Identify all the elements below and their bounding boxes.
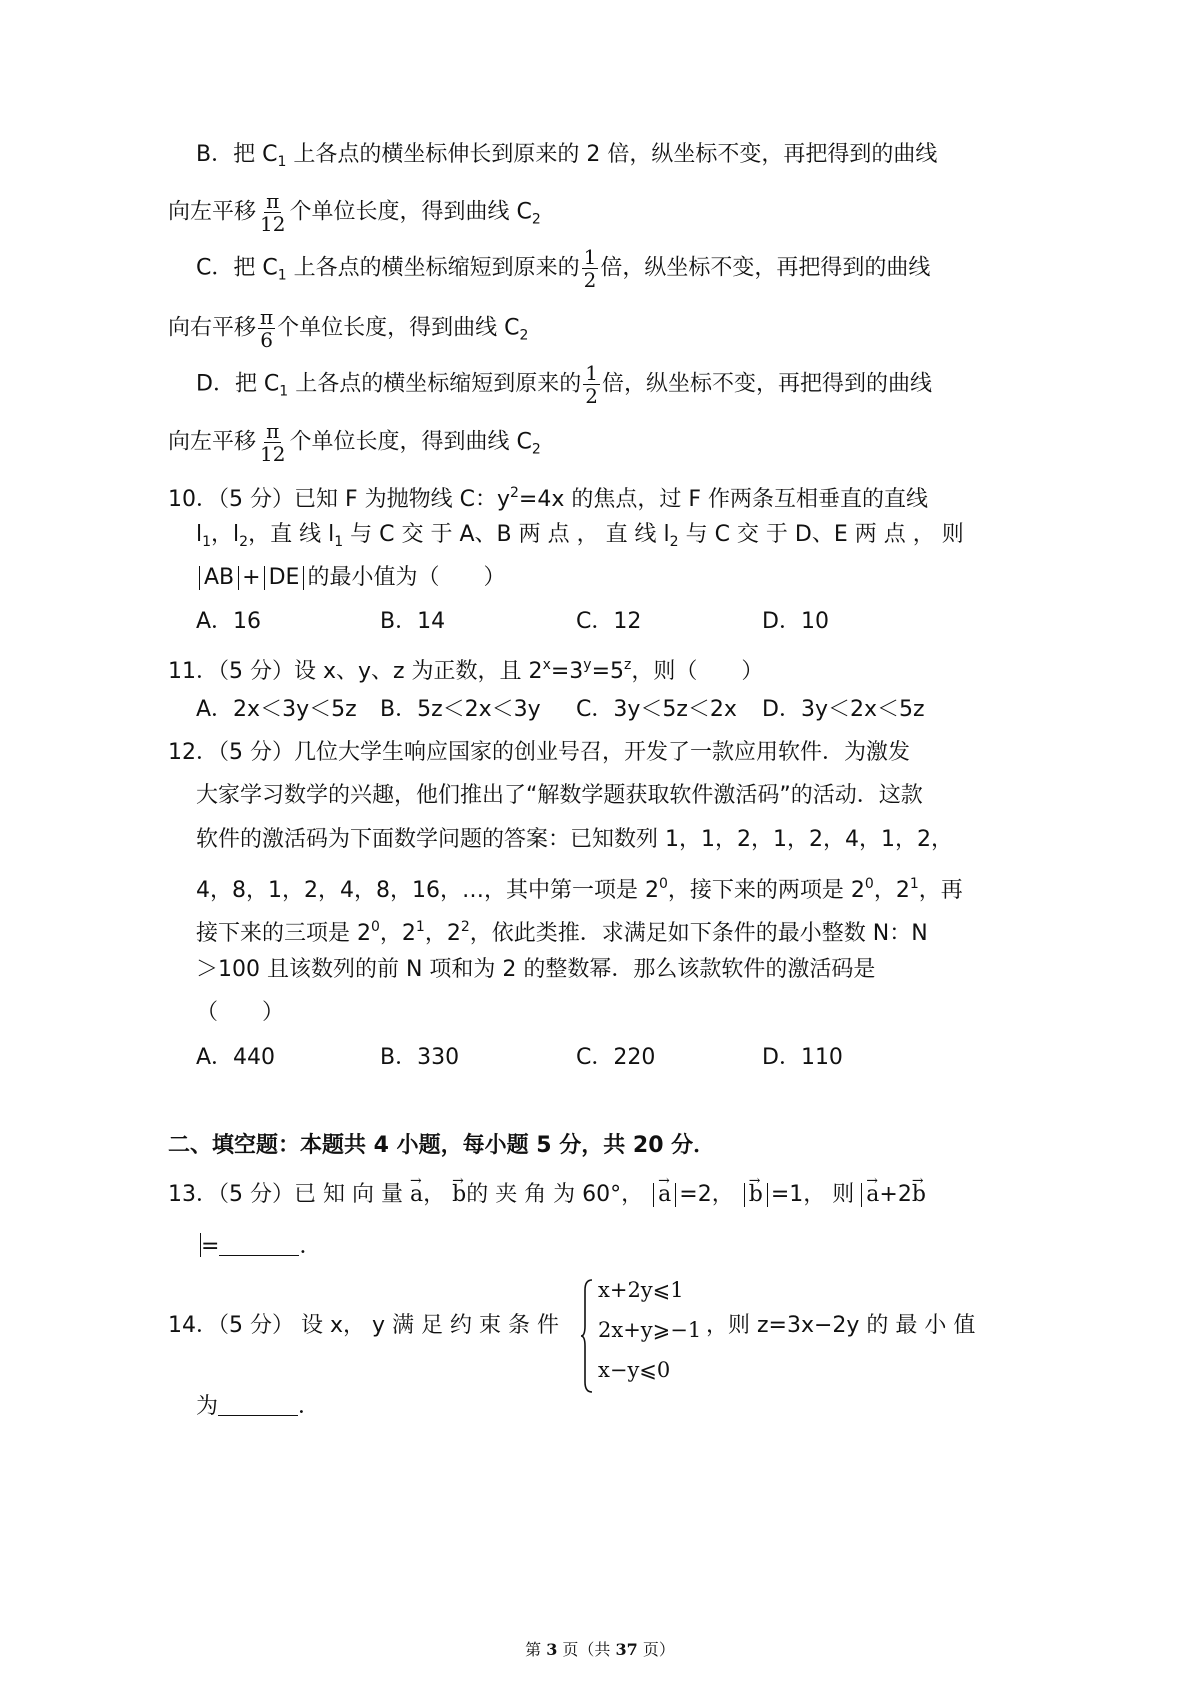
fraction-one-half: $\frac{1}{2}$ <box>583 245 597 292</box>
q11-option-b: B．5z＜2x＜3y <box>380 697 541 722</box>
constraint-1: x+2y⩽1 <box>598 1278 684 1302</box>
q11-option-a: A．2x＜3y＜5z <box>196 697 357 722</box>
q9-option-b-line2: 向左平移 $\frac{\pi}{12}$ 个单位长度，得到曲线 $C_2$ <box>168 189 541 236</box>
q9-option-c-line1: C．把 $C_1$ 上各点的横坐标缩短到原来的 $\frac{1}{2}$ 倍，纵坐标不变，再把得到的曲线 <box>196 245 931 292</box>
q14-stem-line1a: 14．（5 分） 设 x， y 满 足 约 束 条 件 <box>168 1313 559 1338</box>
q13-stem-line1: 13．（5 分）已 知 向 量 → a， → b的 夹 角 为 60°， → a =2， → b =1， 则 → a+2→ b <box>168 1180 926 1210</box>
q12-option-b: B．330 <box>380 1045 460 1070</box>
q12-option-c: C．220 <box>576 1045 656 1070</box>
section-heading: 二、填空题：本题共 4 小题，每小题 5 分，共 20 分． <box>168 1133 716 1158</box>
q9-option-b-line1: B．把 $C_1$ 上各点的横坐标伸长到原来的 2 倍，纵坐标不变，再把得到的曲线 <box>196 142 938 170</box>
abs-sum-open: → a+2→ b <box>861 1183 926 1207</box>
q9-option-d-line1: D．把 $C_1$ 上各点的横坐标缩短到原来的 $\frac{1}{2}$ 倍，纵坐标不变，再把得到的曲线 <box>196 361 932 408</box>
q13-stem-line2: = ． <box>196 1232 321 1262</box>
constraint-2: 2x+y⩾−1 <box>598 1318 702 1342</box>
q11-stem: 11．（5 分）设 x、y、z 为正数，且 $2^x=3^y=5^z$，则（ ） <box>168 657 764 684</box>
q11-option-c: C．3y＜5z＜2x <box>576 697 737 722</box>
q10-option-c: C．12 <box>576 609 642 634</box>
q12-option-a: A．440 <box>196 1045 276 1070</box>
abs-vector-a: → a <box>653 1183 676 1207</box>
vector-b: → b <box>452 1180 466 1210</box>
q9-option-c-line2: 向右平移 $\frac{\pi}{6}$ 个单位长度，得到曲线 $C_2$ <box>168 305 529 352</box>
q12-stem-line1: 12．（5 分）几位大学生响应国家的创业号召，开发了一款应用软件．为激发 <box>168 740 910 765</box>
answer-blank <box>218 1393 298 1416</box>
q12-stem-line5: 接下来的三项是 $2^0$，$2^1$，$2^2$，依此类推．求满足如下条件的最小整数 N：N <box>196 919 928 946</box>
q14-stem-line2: 为 ． <box>196 1394 321 1419</box>
page-footer: 第 3 页（共 37 页） <box>525 1640 675 1659</box>
q12-stem-line7: （ ） <box>196 1000 285 1025</box>
q10-option-b: B．14 <box>380 609 446 634</box>
q10-stem-line1: 10．（5 分）已知 F 为抛物线 C：$y^2=4x$ 的焦点，过 F 作两条互相垂直的直线 <box>168 485 929 512</box>
abs-de: DE <box>264 566 305 590</box>
q12-stem-line2: 大家学习数学的兴趣，他们推出了“解数学题获取软件激活码”的活动．这款 <box>196 783 923 808</box>
abs-vector-b: → b <box>744 1183 768 1207</box>
fraction-pi-12: $\frac{\pi}{12}$ <box>260 189 286 236</box>
q10-stem-line2: $l_1$，$l_2$，直 线 $l_1$ 与 C 交 于 A、B 两 点 ， 直 线 $l_2$ 与 C 交 于 D、E 两 点 ， 则 <box>196 522 964 550</box>
answer-blank <box>219 1233 299 1256</box>
q14-stem-line1b: ，则 z=3x−2y 的 最 小 值 <box>706 1313 976 1338</box>
q10-option-a: A．16 <box>196 609 262 634</box>
fraction-one-half: $\frac{1}{2}$ <box>585 361 598 408</box>
q9-option-d-line2: 向左平移 $\frac{\pi}{12}$ 个单位长度，得到曲线 $C_2$ <box>168 419 541 466</box>
q10-stem-line3: AB + DE 的最小值为（ ） <box>196 563 505 593</box>
q12-stem-line6: ＞100 且该数列的前 N 项和为 2 的整数幂．那么该款软件的激活码是 <box>196 957 876 982</box>
q12-stem-line3: 软件的激活码为下面数学问题的答案：已知数列 1，1，2，1，2，4，1，2， <box>196 827 953 852</box>
total-pages: 37 <box>615 1640 638 1659</box>
fraction-pi-12: $\frac{\pi}{12}$ <box>260 419 286 466</box>
vector-a: → a <box>410 1180 423 1210</box>
left-brace-icon <box>580 1278 594 1394</box>
q10-option-d: D．10 <box>762 609 829 634</box>
q12-option-d: D．110 <box>762 1045 843 1070</box>
abs-ab: AB <box>199 566 239 590</box>
page-number: 3 <box>546 1640 558 1659</box>
q11-option-d: D．3y＜2x＜5z <box>762 697 925 722</box>
fraction-pi-6: $\frac{\pi}{6}$ <box>260 305 274 352</box>
constraint-system <box>580 1278 702 1396</box>
constraint-3: x−y⩽0 <box>598 1358 671 1382</box>
q12-stem-line4: 4，8，1，2，4，8，16，…，其中第一项是 $2^0$，接下来的两项是 $2^0$，$2^1$，再 <box>196 876 963 903</box>
